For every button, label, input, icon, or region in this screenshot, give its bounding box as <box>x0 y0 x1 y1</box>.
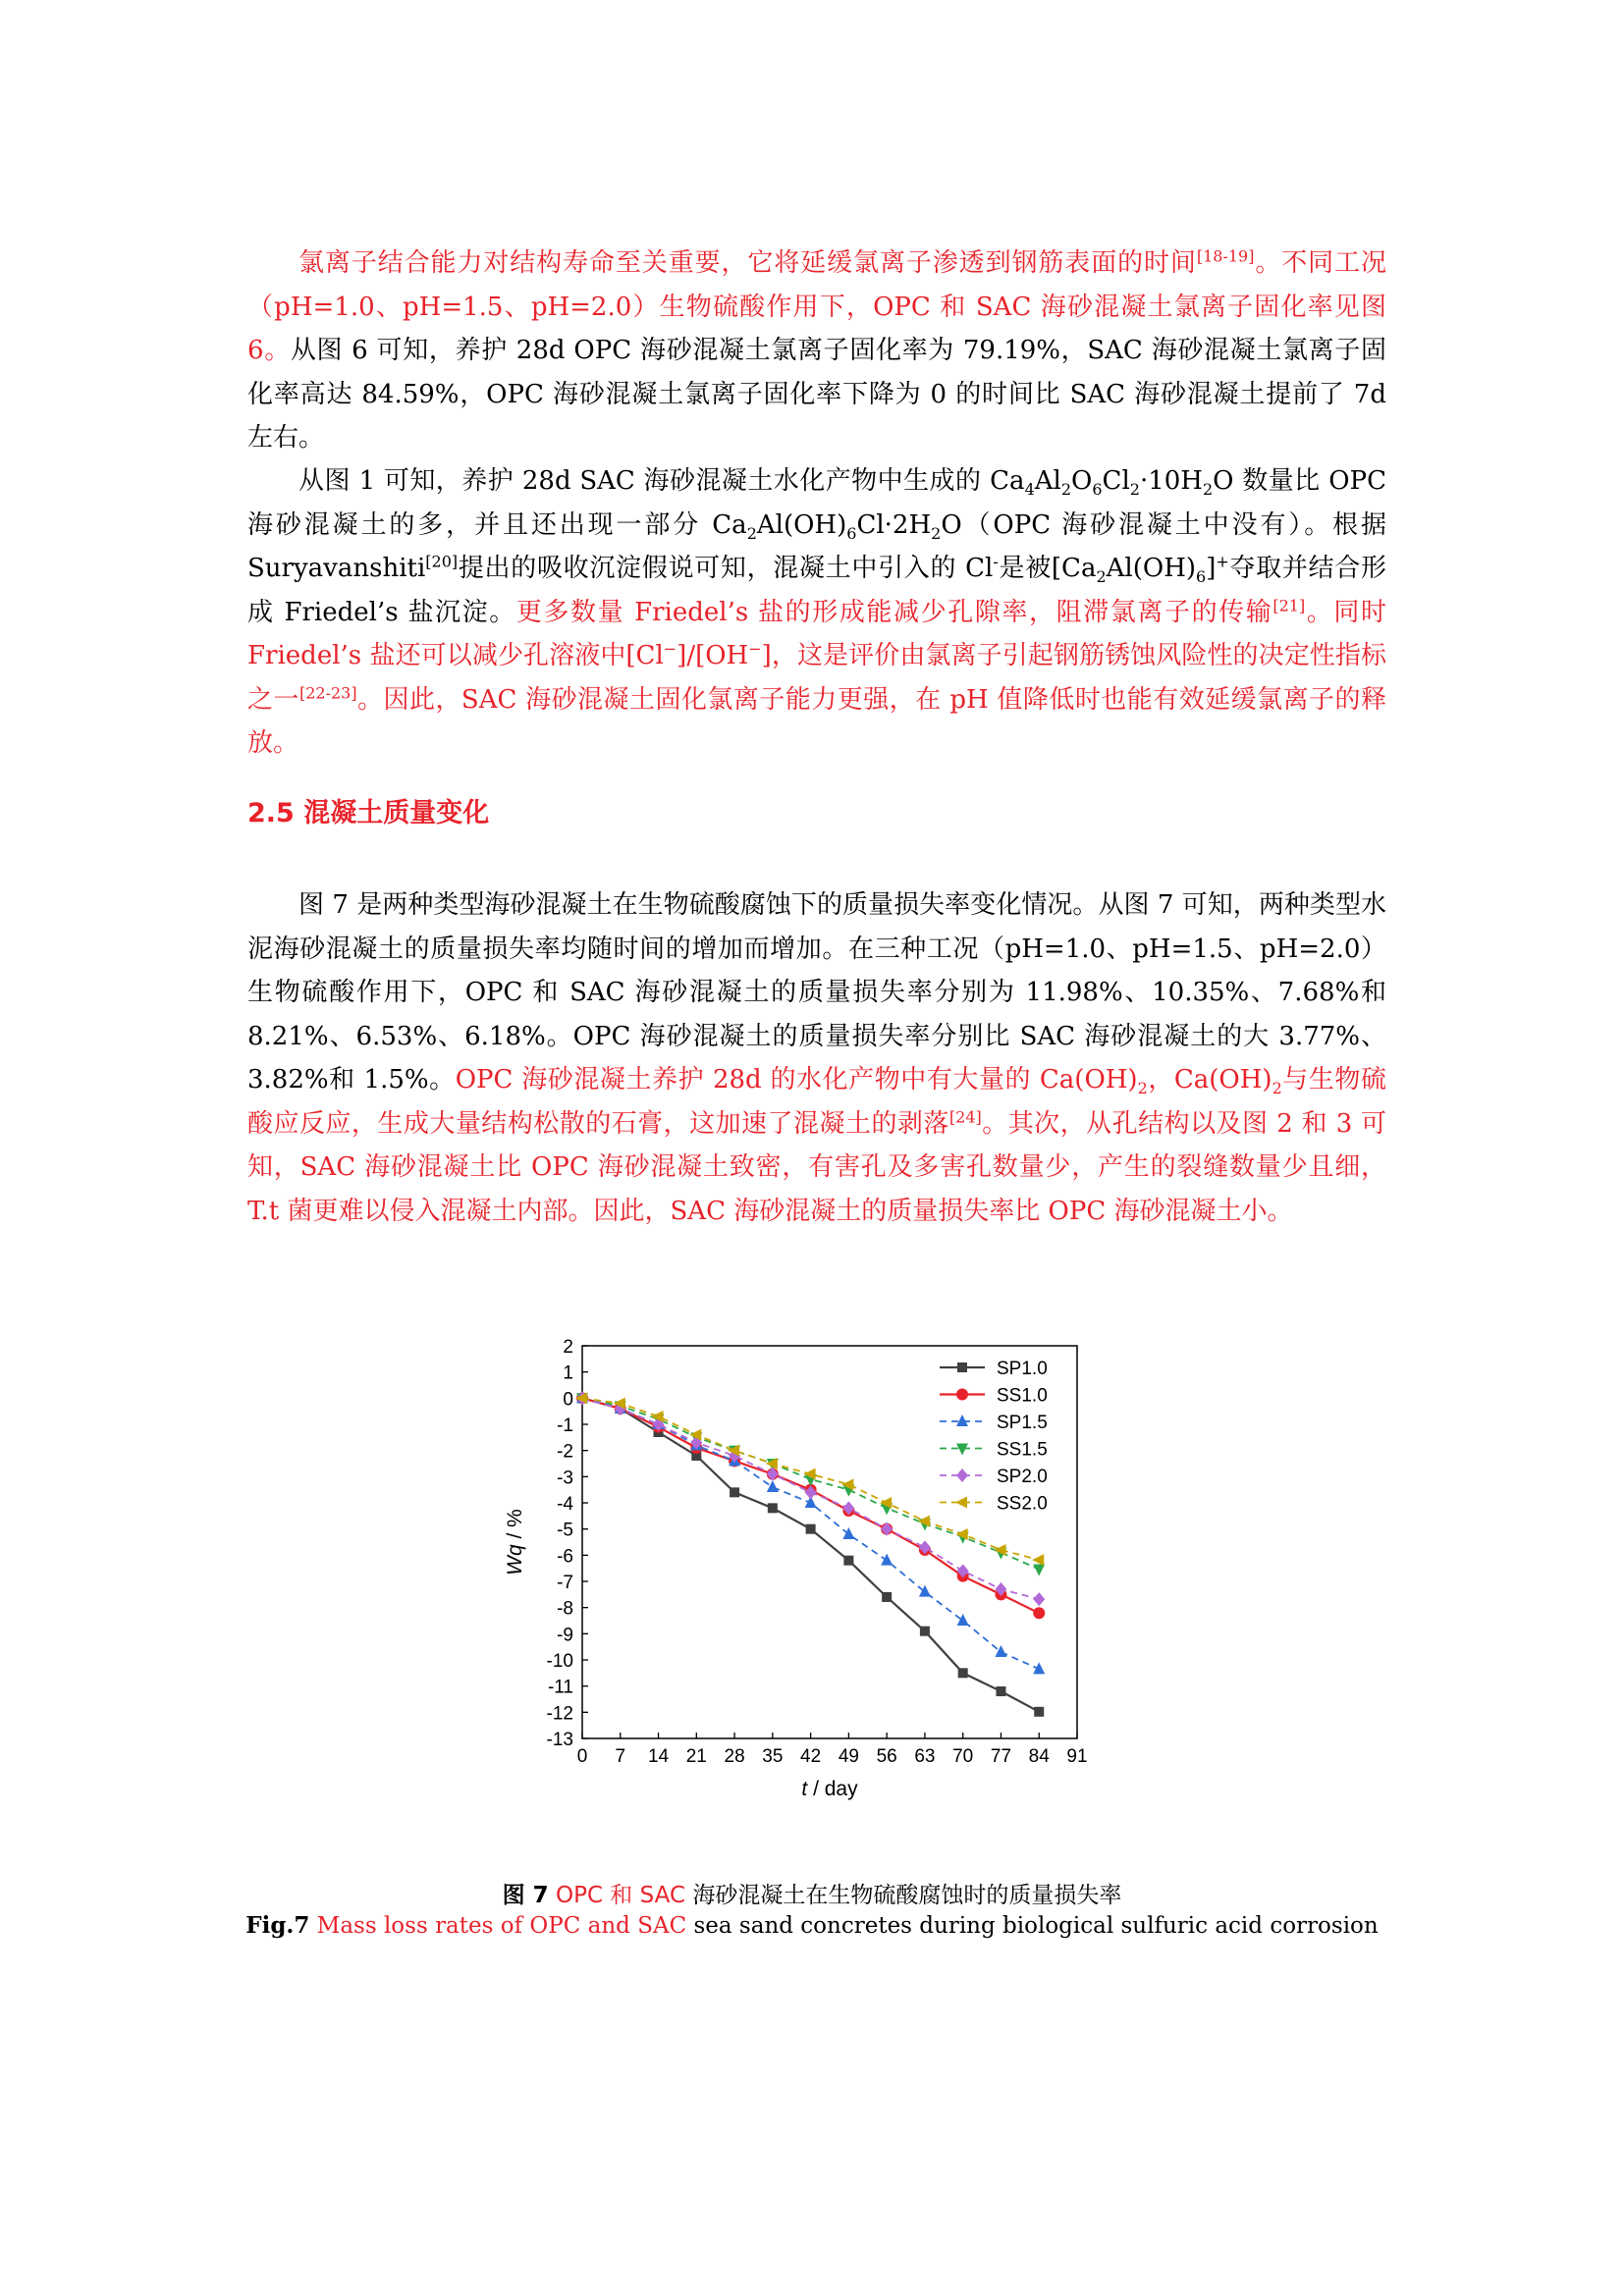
text-fragment: Cl <box>1102 466 1130 496</box>
superscript: - <box>993 552 999 571</box>
data-point-sp1.0 <box>806 1524 816 1534</box>
caption-highlight: OPC 和 SAC <box>548 1883 693 1908</box>
x-tick-label: 21 <box>685 1746 707 1767</box>
legend-marker <box>957 1362 967 1372</box>
text-sentence: 。因此，SAC 海砂混凝土固化氯离子能力更强，在 pH 值降低时也能有效延缓氯离子的释放。 <box>247 684 1386 758</box>
data-point-sp1.5 <box>842 1527 854 1539</box>
subscript: 4 <box>1024 480 1035 500</box>
subscript: 6 <box>846 523 857 543</box>
paragraph-friedel-salt <box>247 459 1386 766</box>
subscript: 2 <box>746 523 757 543</box>
y-tick-label: -3 <box>557 1468 573 1489</box>
data-point-sp1.5 <box>767 1480 779 1492</box>
x-tick-label: 63 <box>914 1746 936 1767</box>
figure-caption-cn <box>0 1877 1624 1909</box>
caption-highlight: Mass loss rates of OPC and SAC <box>309 1913 687 1939</box>
citation: [20] <box>425 552 459 571</box>
data-point-sp1.0 <box>882 1592 892 1602</box>
x-tick-label: 42 <box>800 1746 822 1767</box>
x-tick-label: 56 <box>876 1746 897 1767</box>
text-fragment: 夺取并结合形成 Friedel’s 盐沉淀。 <box>247 554 1386 627</box>
subscript: 2 <box>1137 1079 1148 1098</box>
y-tick-label: 0 <box>563 1389 573 1411</box>
y-tick-label: -9 <box>557 1625 573 1646</box>
figure-label: 图 7 <box>502 1883 549 1908</box>
text-sentence: 从图 6 可知，养护 28d OPC 海砂混凝土氯离子固化率为 79.19%，SAC 海砂混凝土氯离子固化率高达 84.59%，OPC 海砂混凝土氯离子固化率下降为 0 的时间比 SAC 海砂混凝土提前了 7d 左右。 <box>247 336 1386 453</box>
data-point-sp2.0 <box>767 1468 779 1481</box>
legend-label: SP1.5 <box>997 1413 1048 1433</box>
text-fragment: ，Ca(OH) <box>1147 1065 1272 1095</box>
text-fragment: O（OPC 海砂混凝土中没有）。根据 Suryavanshiti <box>247 509 1386 583</box>
subscript: 6 <box>1092 480 1103 500</box>
text-fragment: ] <box>1206 554 1217 583</box>
text-sentence: 从图 1 可知，养护 28d SAC 海砂混凝土水化产物中生成的 Ca <box>298 466 1025 496</box>
citation: [24] <box>948 1106 982 1126</box>
data-point-sp1.0 <box>1034 1707 1044 1717</box>
citation: [18-19] <box>1196 246 1255 266</box>
text-sentence: 图 7 是两种类型海砂混凝土在生物硫酸腐蚀下的质量损失率变化情况。从图 7 可知，两种类型水泥海砂混凝土的质量损失率均随时间的增加而增加。在三种工况（pH=1.0、pH=1.5、pH=2.0）生物硫酸作用下，OPC 和 SAC 海砂混凝土的质量损失率分别为 11.98%、10.35%、7.68%和 8.21%、6.53%、6.18%。OPC 海砂混凝土的质量损失率分别比 SAC 海砂混凝土的大 3.77%、3.82%和 1.5%。 <box>247 890 1386 1095</box>
x-tick-label: 0 <box>576 1746 588 1767</box>
y-tick-label: -5 <box>557 1520 573 1541</box>
y-axis-label: Wq / % <box>504 1509 526 1575</box>
legend-label: SS1.5 <box>997 1439 1048 1461</box>
x-axis-label: t / day <box>801 1778 858 1800</box>
citation: [22-23] <box>298 682 357 702</box>
subscript: 2 <box>1202 480 1214 500</box>
caption-text: 海砂混凝土在生物硫酸腐蚀时的质量损失率 <box>692 1883 1122 1908</box>
y-tick-label: -8 <box>557 1598 573 1620</box>
superscript: − <box>748 639 762 659</box>
legend-marker <box>956 1415 968 1426</box>
data-point-sp1.0 <box>920 1627 930 1636</box>
data-point-sp2.0 <box>1033 1592 1045 1606</box>
text-sentence: 氯离子结合能力对结构寿命至关重要，它将延缓氯离子渗透到钢筋表面的时间 <box>298 248 1197 278</box>
text-fragment: Al(OH) <box>1106 554 1197 583</box>
y-tick-label: -4 <box>557 1494 573 1515</box>
text-sentence: OPC 海砂混凝土养护 28d 的水化产物中有大量的 Ca(OH) <box>455 1065 1138 1095</box>
y-tick-label: -2 <box>557 1441 573 1463</box>
paragraph-chloride-binding <box>247 241 1386 460</box>
text-sentence: 。不同工况（pH=1.0、pH=1.5、pH=2.0）生物硫酸作用下，OPC 和 SAC 海砂混凝土氯离子固化率见图 6。 <box>247 248 1386 365</box>
data-point-ss2.0 <box>1032 1554 1044 1566</box>
x-tick-label: 49 <box>838 1746 859 1767</box>
data-point-sp1.0 <box>843 1556 853 1566</box>
y-tick-label: -12 <box>546 1703 573 1725</box>
subscript: 2 <box>1096 567 1107 587</box>
text-sentence: 。同时 Friedel’s 盐还可以减少孔溶液中[Cl <box>247 597 1386 670</box>
text-fragment: Al <box>1034 466 1061 496</box>
superscript: − <box>663 639 677 659</box>
legend-marker <box>956 1444 968 1456</box>
data-point-ss1.0 <box>1033 1607 1045 1619</box>
text-fragment: 与生物硫酸应反应，生成大量结构松散的石膏，这加速了混凝土的剥落 <box>247 1065 1386 1139</box>
text-fragment: 是被[Ca <box>998 554 1097 583</box>
section-heading: 2.5 混凝土质量变化 <box>247 798 490 828</box>
data-point-sp1.0 <box>996 1686 1005 1696</box>
text-fragment: O <box>1071 466 1093 496</box>
paragraph-mass-loss <box>247 883 1386 1233</box>
legend-label: SP1.0 <box>997 1359 1048 1379</box>
data-point-sp1.5 <box>957 1614 969 1626</box>
data-point-sp1.0 <box>730 1487 739 1497</box>
figure-label: Fig.7 <box>245 1912 310 1939</box>
data-point-sp1.5 <box>919 1585 931 1597</box>
data-point-sp2.0 <box>881 1522 893 1536</box>
y-tick-label: -1 <box>557 1415 573 1436</box>
figure-caption-en <box>0 1912 1624 1939</box>
x-tick-label: 28 <box>724 1746 745 1767</box>
text-fragment: ·10H <box>1139 466 1203 496</box>
legend-label: SP2.0 <box>997 1467 1048 1487</box>
x-tick-label: 77 <box>990 1746 1012 1767</box>
x-tick-label: 35 <box>762 1746 784 1767</box>
mass-loss-chart <box>471 1330 1100 1841</box>
caption-text: sea sand concretes during biological sulfuric acid corrosion <box>686 1913 1379 1939</box>
legend-marker <box>956 1389 968 1401</box>
superscript: + <box>1216 552 1229 571</box>
data-point-sp1.5 <box>995 1645 1006 1657</box>
subscript: 2 <box>931 523 942 543</box>
data-point-sp1.0 <box>958 1668 968 1678</box>
x-tick-label: 70 <box>952 1746 974 1767</box>
citation: [21] <box>1272 595 1306 614</box>
x-tick-label: 7 <box>615 1746 626 1767</box>
legend-label: SS1.0 <box>997 1385 1048 1407</box>
text-fragment: 提出的吸收沉淀假说可知，混凝土中引入的 Cl <box>458 554 994 583</box>
text-fragment: Cl·2H <box>856 509 932 540</box>
data-point-sp1.0 <box>768 1503 778 1513</box>
data-point-sp1.5 <box>881 1554 893 1566</box>
y-tick-label: -11 <box>547 1677 573 1698</box>
y-tick-label: -6 <box>557 1546 573 1568</box>
y-tick-label: 2 <box>563 1337 573 1358</box>
series-line-sp1.0 <box>582 1398 1039 1712</box>
x-tick-label: 14 <box>647 1746 670 1767</box>
subscript: 2 <box>1129 480 1140 500</box>
subscript: 2 <box>1060 480 1072 500</box>
x-tick-label: 84 <box>1028 1746 1050 1767</box>
text-fragment: ]/[OH <box>677 641 749 670</box>
subscript: 6 <box>1196 567 1207 587</box>
data-point-ss1.5 <box>1033 1564 1045 1575</box>
y-tick-label: -13 <box>546 1730 573 1750</box>
x-tick-label: 91 <box>1066 1746 1088 1767</box>
legend-marker <box>955 1497 967 1509</box>
text-sentence: 。其次，从孔结构以及图 2 和 3 可知，SAC 海砂混凝土比 OPC 海砂混凝土致密，有害孔及多害孔数量少，产生的裂缝数量少且细，T.t 菌更难以侵入混凝土内部。因此，SAC 海砂混凝土的质量损失率比 OPC 海砂混凝土小。 <box>247 1108 1386 1226</box>
legend-label: SS2.0 <box>997 1493 1048 1515</box>
text-fragment: Al(OH) <box>756 509 847 540</box>
text-fragment: O 数量比 OPC 海砂混凝土的多，并且还出现一部分 Ca <box>247 466 1386 540</box>
text-sentence: 更多数量 Friedel’s 盐的形成能减少孔隙率，阻滞氯离子的传输 <box>515 597 1273 627</box>
subscript: 2 <box>1272 1079 1282 1098</box>
y-tick-label: -7 <box>557 1573 573 1593</box>
y-tick-label: -10 <box>546 1651 573 1672</box>
text-fragment: ]，这是评价由氯离子引起钢筋锈蚀风险性的决定性指标之一 <box>247 641 1386 715</box>
y-tick-label: 1 <box>563 1362 573 1384</box>
legend-marker <box>956 1468 968 1482</box>
